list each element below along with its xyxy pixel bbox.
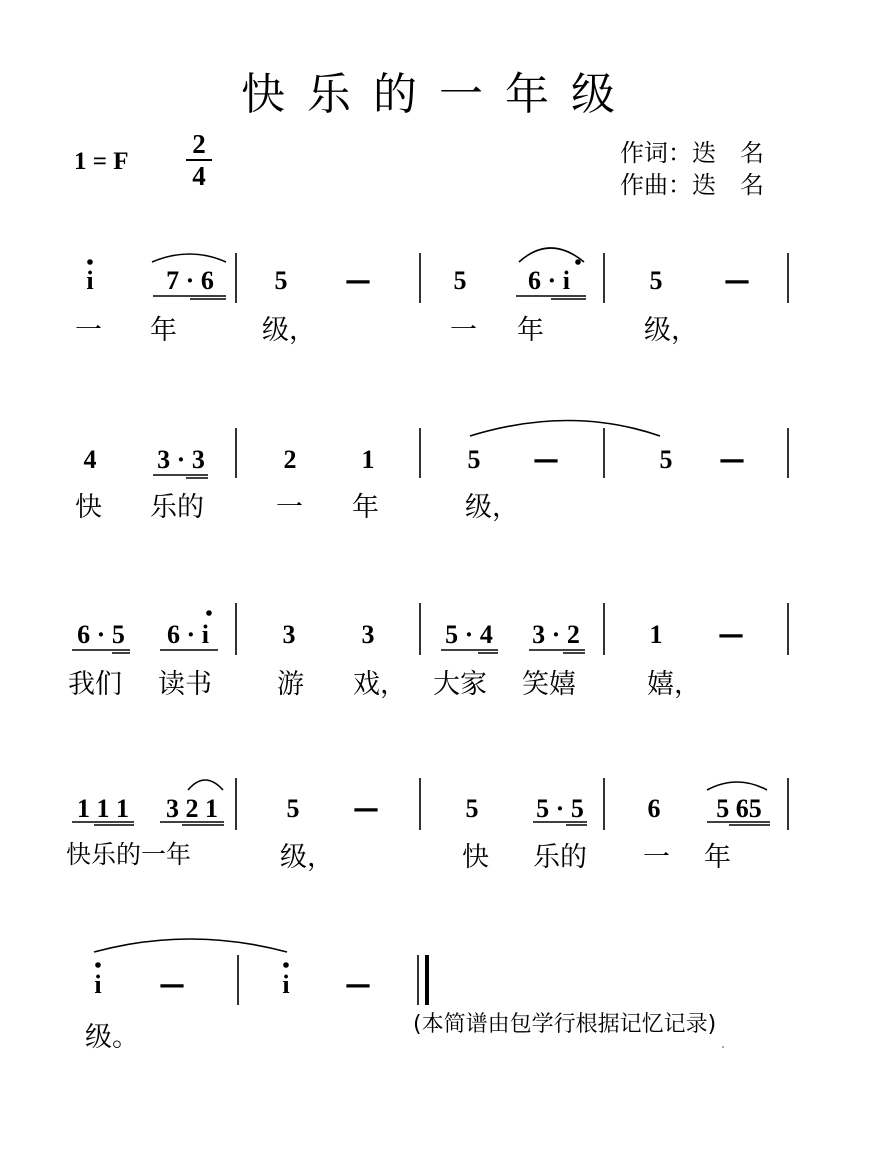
note: 5 · 4 (445, 620, 493, 649)
note: 6 · i (167, 620, 209, 649)
lyric: 乐的 (533, 842, 587, 873)
lyric: 一 (276, 492, 303, 523)
note: 2 (283, 445, 297, 474)
note: 5 · 5 (536, 794, 584, 823)
note: 1 1 1 (77, 794, 129, 823)
underlines (72, 296, 770, 825)
lyric: 读书 (158, 669, 212, 700)
note: 5 (274, 266, 288, 295)
lyric: 级， (644, 315, 698, 346)
footer-note: (本简谱由包学行根据记忆记录) (413, 1012, 717, 1037)
time-signature-top: 2 (192, 129, 206, 159)
lyric: 游 (277, 669, 304, 700)
note: 5 (659, 445, 673, 474)
note-dash: — (724, 266, 750, 296)
note: 6 · i (528, 266, 570, 295)
note: 5 (465, 794, 479, 823)
lyric: 级。 (85, 1022, 139, 1053)
note-dash: — (345, 970, 371, 1000)
note: i (94, 970, 102, 999)
lyric: 乐的 (150, 492, 204, 523)
note: 5 (286, 794, 300, 823)
note-dash: — (159, 970, 185, 1000)
note: 3 (361, 620, 375, 649)
octave-dots (87, 259, 581, 968)
lyric: 年 (150, 315, 177, 346)
note: 3 (282, 620, 296, 649)
lyric: 级， (262, 315, 316, 346)
note: 6 (647, 794, 661, 823)
note: 1 (361, 445, 375, 474)
slur (470, 421, 660, 437)
slur (94, 939, 287, 952)
lyric: 大家 (433, 669, 487, 700)
key-signature: 1 = F (74, 148, 129, 175)
lyricist-credit: 作词：迭 名 (620, 139, 764, 167)
slur (188, 780, 223, 790)
note: 3 2 1 (166, 794, 218, 823)
composer-credit: 作曲：迭 名 (620, 171, 764, 199)
note: i (86, 266, 94, 295)
note-dash: — (353, 794, 379, 824)
note-dash: — (718, 620, 744, 650)
time-signature-bottom: 4 (192, 161, 206, 191)
note: 4 (83, 445, 97, 474)
note: 1 (649, 620, 663, 649)
note: 5 (649, 266, 663, 295)
note: 5 (467, 445, 481, 474)
note: 7 · 6 (166, 266, 214, 295)
note-dash: — (719, 445, 745, 475)
lyric: 快 (75, 492, 102, 523)
lyric: 一 (450, 315, 477, 346)
song-title: 快乐的一年级 (241, 69, 637, 120)
lyric: 我们 (68, 669, 122, 700)
lyric: 一 (643, 842, 670, 873)
lyric: 快 (462, 842, 489, 873)
lyric: 年 (517, 315, 544, 346)
lyric: 嬉， (647, 669, 701, 700)
lyric: 年 (352, 492, 379, 523)
lyric: 一 (75, 315, 102, 346)
lyric: 级， (280, 842, 334, 873)
slur (152, 254, 226, 262)
slur (707, 782, 767, 790)
note-dash: — (345, 266, 371, 296)
lyric: 笑嬉 (522, 669, 576, 700)
note: i (282, 970, 290, 999)
note: 6 · 5 (77, 620, 125, 649)
note: 3 · 2 (532, 620, 580, 649)
note-dash: — (533, 445, 559, 475)
note: 3 · 3 (157, 445, 205, 474)
note: 5 (453, 266, 467, 295)
lyric: 级， (465, 492, 519, 523)
slur (519, 248, 584, 262)
lyric: 快乐的一年 (66, 840, 192, 869)
lyric: 年 (704, 842, 731, 873)
lyric: 戏， (353, 669, 407, 700)
note: 5 65 (716, 794, 762, 823)
